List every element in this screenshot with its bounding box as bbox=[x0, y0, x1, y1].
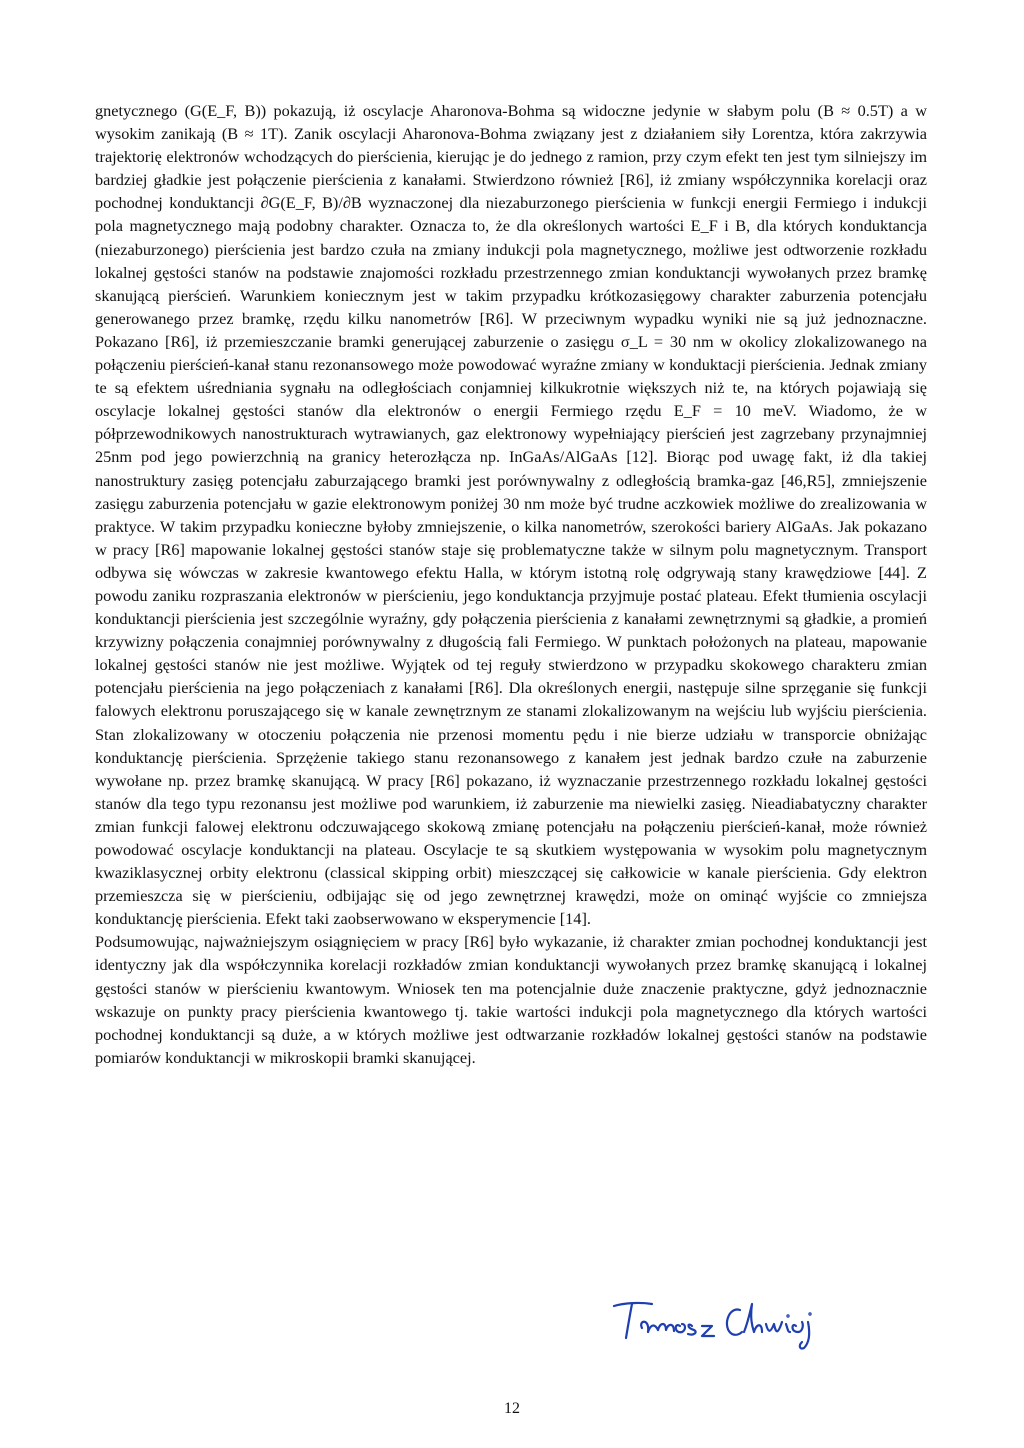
body-paragraph-1: gnetycznego (G(E_F, B)) pokazują, iż oscylacje Aharonova-Bohma są widoczne jedynie w słabym polu (B ≈ 0.5T) a w wysokim zanikają (B ≈ 1T). Zanik oscylacji Aharonova-Bohma związany jest z działaniem siły Lorentza, która zakrzywia trajektorię elektronów wchodzących do pierścienia, kierując je do jednego z ramion, przy czym efekt ten jest tym silniejszy im bardziej gładkie jest połączenie pierścienia z kanałami. Stwierdzono również [R6], iż zmiany współczynnika korelacji oraz pochodnej konduktancji ∂G(E_F, B)/∂B wyznaczonej dla niezaburzonego pierścienia w funkcji energii Fermiego i indukcji pola magnetycznego mają podobny charakter. Oznacza to, że dla określonych wartości E_F i B, dla których konduktancja (niezaburzonego) pierścienia jest bardzo czuła na zmiany indukcji pola magnetycznego, możliwe jest odtworzenie rozkładu lokalnej gęstości stanów na podstawie znajomości rozkładu przestrzennego zmian konduktancji wywołanych przez bramkę skanującą pierścień. Warunkiem koniecznym jest w takim przypadku krótkozasięgowy charakter zaburzenia potencjału generowanego przez bramkę, rzędu kilku nanometrów [R6]. W przeciwnym wypadku wyniki nie są już jednoznaczne. Pokazano [R6], iż przemieszczanie bramki generującej zaburzenie o zasięgu σ_L = 30 nm w okolicy zlokalizowanego na połączeniu pierścień-kanał stanu rezonansowego może powodować wyraźne zmiany w konduktacji pierścienia. Jednak zmiany te są efektem uśredniania sygnału na odległościach conjamniej kilkukrotnie większych niż te, na których pojawiają się oscylacje lokalnej gęstości stanów dla elektronów o energii Fermiego rzędu E_F = 10 meV. Wiadomo, że w półprzewodnikowych nanostrukturach wytrawianych, gaz elektronowy wypełniający pierścień jest zagrzebany przynajmniej 25nm pod jego powierzchnią na granicy heterozłącza np. InGaAs/AlGaAs [12]. Biorąc pod uwagę fakt, iż dla takiej nanostruktury zasięg potencjału zaburzającego bramki jest porównywalny z odległością bramka-gaz [46,R5], zmniejszenie zasięgu zaburzenia potencjału w gazie elektronowym poniżej 30 nm może być trudne aczkowiek możliwe do zrealizowania w praktyce. W takim przypadku konieczne byłoby zmniejszenie, o kilka nanometrów, szerokości bariery AlGaAs. Jak pokazano w pracy [R6] mapowanie lokalnej gęstości stanów staje się problematyczne także w silnym polu magnetycznym. Transport odbywa się wówczas w zakresie kwantowego efektu Halla, w którym istotną rolę odgrywają stany krawędziowe [44]. Z powodu zaniku rozpraszania elektronów w pierścieniu, jego konduktancja przyjmuje postać plateau. Efekt tłumienia oscylacji konduktancji pierścienia jest szczególnie wyraźny, gdy połączenia pierścienia z kanałami zewnętrznymi są gładkie, a promień krzywizny połączenia conajmniej porównywalny z długością fali Fermiego. W punktach położonych na plateau, mapowanie lokalnej gęstości stanów nie jest możliwe. Wyjątek od tej reguły stwierdzono w przypadku skokowego charakteru zmian potencjału pierścienia na jego połączeniach z kanałami [R6]. Dla określonych energii, następuje silne sprzęganie się funkcji falowych elektronu poruszającego się w kanale zewnętrznym ze stanami zlokalizowanym na wejściu lub wyjściu pierścienia. Stan zlokalizowany w otoczeniu połączenia nie przenosi momentu pędu i nie bierze udziału w transporcie obniżając konduktancję pierścienia. Sprzężenie takiego stanu rezonansowego z kanałem jest jednak bardzo czułe na zaburzenie wywołane np. przez bramkę skanującą. W pracy [R6] pokazano, iż wyznaczanie przestrzennego rozkładu lokalnej gęstości stanów dla tego typu rezonansu jest możliwe pod warunkiem, iż zaburzenie ma niewielki zasięg. Nieadiabatyczny charakter zmian funkcji falowej elektronu odczuwającego skokową zmianę potencjału na połączeniu pierścień-kanał, może również powodować oscylacje konduktancji na plateau. Oscylacje te są skutkiem występowania w wysokim polu magnetycznym kwaziklasycznej orbity elektronu (classical skipping orbit) mieszczącej się całkowicie w kanale pierścienia. Gdy elektron przemieszcza się w pierścieniu, odbijając się od jego zewnętrznej krawędzi, może on ominąć wyjście co zmniejsza konduktancję pierścienia. Efekt taki zaobserwowano w eksperymencie [14]. bbox=[95, 101, 927, 929]
handwritten-signature bbox=[612, 1292, 822, 1352]
body-paragraph-2: Podsumowując, najważniejszym osiągnięciem w pracy [R6] było wykazanie, iż charakter zmian pochodnej konduktancji jest identyczny jak dla współczynnika korelacji rozkładów zmian konduktancji wywołanych przez bramkę skanującą i lokalnej gęstości stanów w pierścieniu kwantowym. Wniosek ten ma potencjalnie duże znaczenie praktyczne, gdyż jednoznacznie wskazuje on punkty pracy pierścienia kwantowego tj. takie wartości indukcji pola magnetycznego dla których wartości pochodnej konduktancji są duże, a w których możliwe jest odtwarzanie rozkładów lokalnej gęstości stanów na podstawie pomiarów konduktancji w mikroskopii bramki skanującej. bbox=[95, 932, 927, 1067]
page-number: 12 bbox=[504, 1400, 520, 1417]
document-body bbox=[95, 99, 927, 1069]
